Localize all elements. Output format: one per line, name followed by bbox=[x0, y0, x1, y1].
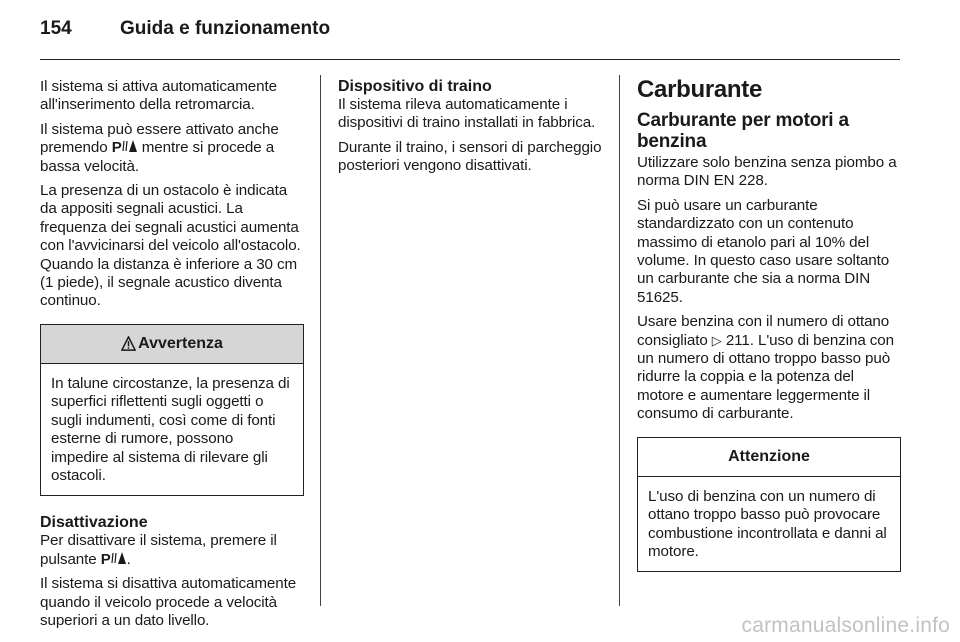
paragraph: Il sistema può essere attivato anche premendo P mentre si procede a bassa velocità. bbox=[40, 120, 279, 175]
notice-title: Attenzione bbox=[728, 447, 810, 465]
subsection-title: Disattivazione bbox=[40, 514, 148, 532]
header-rule bbox=[40, 59, 900, 60]
column-2 bbox=[338, 78, 604, 182]
paragraph: Durante il traino, i sensori di parcheggio posteriori vengono disattivati. bbox=[338, 138, 602, 175]
page-reference[interactable]: 211 bbox=[725, 331, 750, 349]
warning-title: Avvertenza bbox=[138, 334, 223, 352]
page-header bbox=[40, 18, 330, 48]
paragraph: Si può usare un carburante standardizzato con un contenuto massimo di etanolo pari al 10% del volume. In questo caso usare soltanto un carburante che sia a norma DIN 51625. bbox=[637, 196, 890, 306]
column-divider bbox=[320, 75, 321, 606]
column-3 bbox=[637, 78, 901, 590]
column-divider bbox=[619, 75, 620, 606]
subsection-title: Dispositivo di traino bbox=[338, 78, 492, 95]
page-reference-arrow-icon: ▷ bbox=[711, 332, 722, 348]
paragraph: Usare benzina con il numero di ottano consigliato ▷ 211. L'uso di benzina con un numero di ottano troppo basso può ridurre la coppia e la potenza del motore e aumentare leggermente il consumo di carburante. bbox=[637, 313, 894, 423]
column-1 bbox=[40, 78, 304, 636]
warning-box bbox=[40, 324, 304, 496]
notice-box bbox=[637, 437, 901, 573]
section-title: Guida e funzionamento bbox=[120, 18, 331, 39]
paragraph: Per disattivare il sistema, premere il pulsante P . bbox=[40, 532, 277, 568]
notice-box-header bbox=[638, 438, 900, 477]
parking-sensor-icon: P bbox=[112, 139, 138, 157]
paragraph: La presenza di un ostacolo è indicata da appositi segnali acustici. La frequenza dei segnali acustici aumenta con l'avvicinarsi del veicolo all'ostacolo. Quando la distanza è inferiore a 30 cm (1 piede), il segnale acustico diventa continuo. bbox=[40, 182, 301, 310]
warning-box-header bbox=[41, 325, 303, 364]
warning-text: In talune circostanze, la presenza di superfici riflettenti sugli oggetti o sugli indumenti, così come di fonti esterne di rumore, possono impedire al sistema di rilevare gli ostacoli. bbox=[51, 374, 290, 484]
paragraph: Utilizzare solo benzina senza piombo a norma DIN EN 228. bbox=[637, 154, 897, 190]
chapter-title: Carburante bbox=[637, 76, 763, 103]
paragraph: Il sistema rileva automaticamente i dispositivi di traino installati in fabbrica. bbox=[338, 96, 596, 132]
paragraph: Il sistema si disattiva automaticamente quando il veicolo procede a velocità superiori a un dato livello. bbox=[40, 575, 297, 629]
section-subtitle: Carburante per motori a benzina bbox=[637, 110, 849, 152]
warning-triangle-icon bbox=[121, 336, 136, 351]
watermark: carmanualsonline.info bbox=[741, 614, 950, 637]
paragraph: Il sistema si attiva automaticamente all'inserimento della retromarcia. bbox=[40, 78, 277, 114]
parking-sensor-icon: P bbox=[101, 551, 127, 569]
notice-text: L'uso di benzina con un numero di ottano troppo basso può provocare combustione incontrollata e danni al motore. bbox=[648, 487, 887, 560]
page-number: 154 bbox=[40, 18, 72, 39]
